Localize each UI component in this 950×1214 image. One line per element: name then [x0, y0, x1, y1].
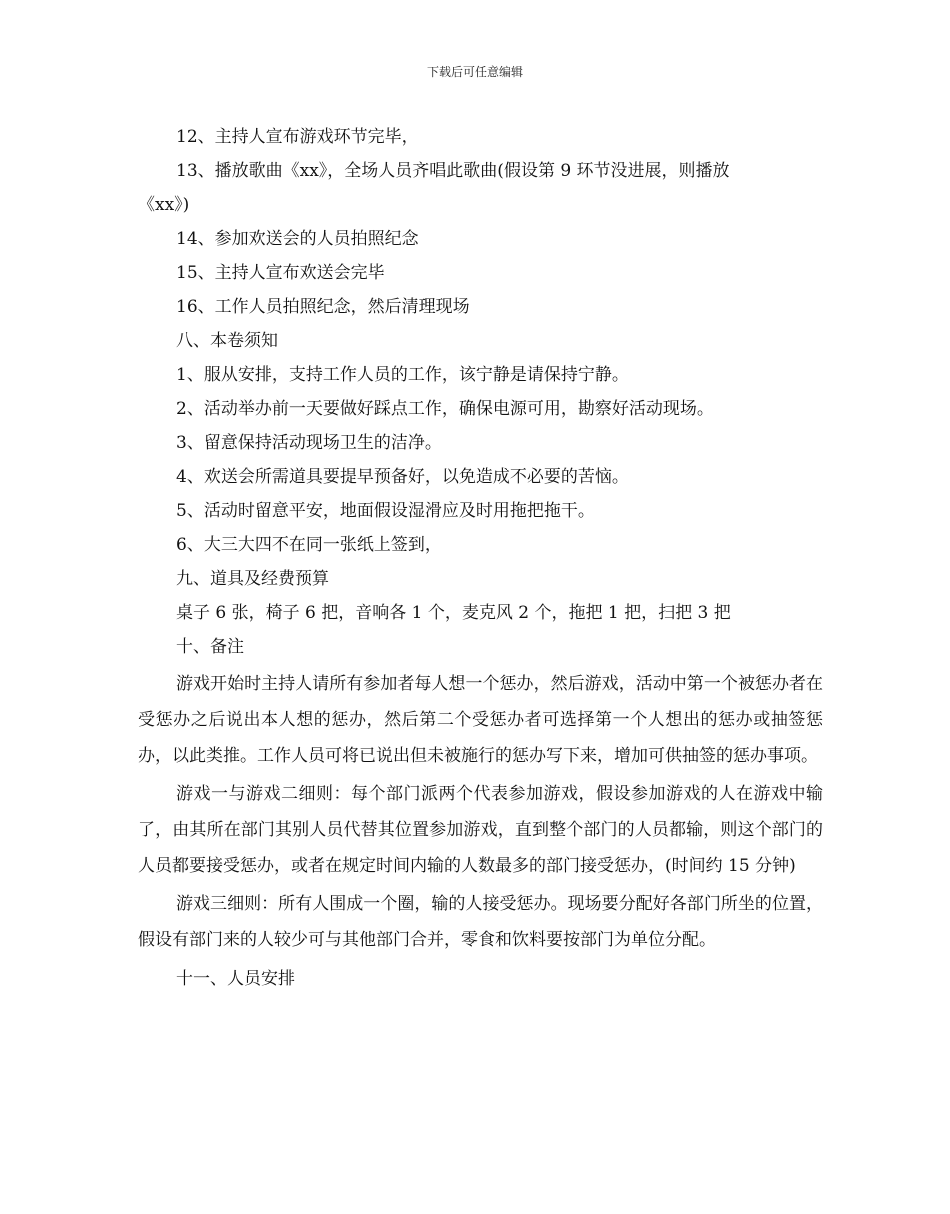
paragraph: 游戏一与游戏二细则：每个部门派两个代表参加游戏，假设参加游戏的人在游戏中输了，由其所在部门其别人员代替其位置参加游戏，直到整个部门的人员都输，则这个部门的人员都要接受惩办，或者在规定时间内输的人数最多的部门接受惩办，(时间约 15 分钟) — [138, 784, 823, 876]
list-item: 6、大三大四不在同一张纸上签到， — [176, 535, 442, 555]
list-item: 5、活动时留意平安，地面假设湿滑应及时用拖把拖干。 — [176, 501, 595, 521]
list-item: 13、播放歌曲《xx》，全场人员齐唱此歌曲(假设第 9 环节没进展，则播放 — [176, 161, 730, 181]
list-item: 2、活动举办前一天要做好踩点工作，确保电源可用，勘察好活动现场。 — [176, 399, 714, 419]
section-heading: 八、本卷须知 — [176, 331, 278, 351]
document-body — [138, 120, 823, 996]
budget-line: 桌子 6 张，椅子 6 把，音响各 1 个，麦克风 2 个，拖把 1 把，扫把 3 把 — [176, 603, 731, 623]
list-item-continuation: 《xx》) — [138, 195, 190, 215]
list-item: 16、工作人员拍照纪念，然后清理现场 — [176, 297, 470, 317]
section-heading: 十一、人员安排 — [176, 969, 295, 989]
page-header: 下载后可任意编辑 — [426, 65, 523, 79]
list-item: 15、主持人宣布欢送会完毕 — [176, 263, 385, 283]
list-item: 1、服从安排，支持工作人员的工作，该宁静是请保持宁静。 — [176, 365, 629, 385]
list-item: 14、参加欢送会的人员拍照纪念 — [176, 229, 419, 249]
paragraph: 游戏三细则：所有人围成一个圈，输的人接受惩办。现场要分配好各部门所坐的位置，假设有部门来的人较少可与其他部门合并，零食和饮料要按部门为单位分配。 — [138, 894, 823, 950]
section-heading: 九、道具及经费预算 — [176, 569, 329, 589]
list-item: 4、欢送会所需道具要提早预备好，以免造成不必要的苦恼。 — [176, 467, 629, 487]
paragraph: 游戏开始时主持人请所有参加者每人想一个惩办，然后游戏，活动中第一个被惩办者在受惩办之后说出本人想的惩办，然后第二个受惩办者可选择第一个人想出的惩办或抽签惩办，以此类推。工作人员可将已说出但未被施行的惩办写下来，增加可供抽签的惩办事项。 — [138, 674, 823, 766]
section-heading: 十、备注 — [176, 637, 244, 657]
list-item: 12、主持人宣布游戏环节完毕， — [176, 127, 419, 147]
list-item: 3、留意保持活动现场卫生的洁净。 — [176, 433, 442, 453]
